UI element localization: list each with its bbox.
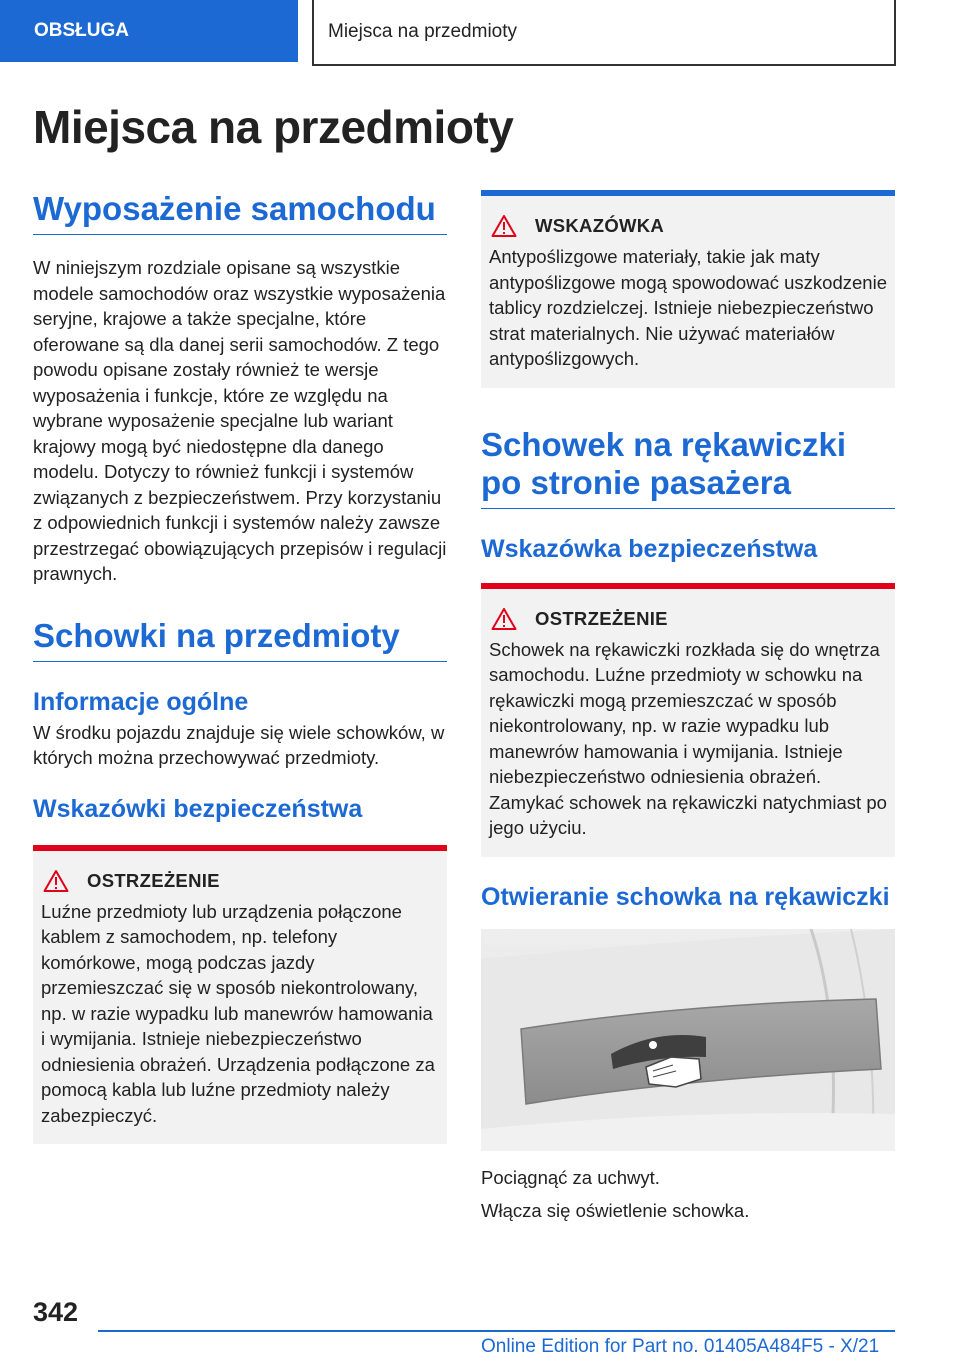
paragraph-equipment: W niniejszym rozdziale opisane są wszystkie modele samochodów oraz wszystkie wyposażenia seryjne, krajowe a także specjalne, które oferowane są dla danej serii samochodów. Z tego powodu opisane zostały również te wersje wyposażenia i funkcje, które ze względu na wybrane wyposażenie specjalne lub wariant krajowy mogą być niedostępne dla danego modelu. Dotyczy to również funkcji i systemów związanych z bezpieczeństwem. Przy korzystaniu z odpowiednich funkcji i systemów należy zawsze przestrzegać obowiązujących przepisów i regulacji prawnych. (33, 257, 447, 584)
warning-triangle-icon (491, 607, 517, 631)
glovebox-photo (481, 929, 895, 1151)
caption-light-on: Włącza się oświetlenie schowka. (481, 1200, 750, 1221)
warning-box-cables (33, 845, 447, 1145)
heading-general-info: Informacje ogólne (33, 687, 249, 716)
warning-box-glovebox (481, 583, 895, 857)
warning-header (41, 869, 439, 893)
warning-text: Luźne przedmioty lub urządzenia połączone kablem z samochodem, np. telefony komórkowe, mogą podczas jazdy przemieszczać się w sposób niekontrolowany, np. w razie wypadku lub manewrów hamowania i wymijania. Istnieje niebezpieczeństwo odniesienia obrażeń. Urządzenia podłączone za pomocą kabla lub luźne przedmioty należy zabezpieczyć. (41, 900, 435, 1126)
hint-label: WSKAZÓWKA (535, 215, 665, 236)
right-column (481, 190, 895, 1224)
hint-text: Antypoślizgowe materiały, takie jak maty antypoślizgowe mogą spowodować uszkodzenie tablicy rozdzielczej. Istnieje niebezpieczeństwo strat materialnych. Nie używać materiałów antypoślizgowych. (489, 246, 887, 369)
heading-compartments: Schowki na przedmioty (33, 617, 447, 662)
heading-safety-notes: Wskazówki bezpieczeństwa (33, 794, 363, 823)
page-header (0, 0, 960, 66)
hint-header (489, 214, 887, 238)
page-title: Miejsca na przedmioty (33, 101, 514, 153)
warning-header (489, 607, 887, 631)
warning-triangle-icon (491, 214, 517, 238)
heading-opening-glovebox: Otwieranie schowka na rękawiczki (481, 882, 890, 911)
footer-divider (98, 1330, 895, 1332)
heading-equipment: Wyposażenie samochodu (33, 190, 447, 235)
left-column (33, 190, 447, 1144)
paragraph-general-info: W środku pojazdu znajduje się wiele schowków, w których można przechowywać przedmioty. (33, 721, 445, 768)
section-tab[interactable]: OBSŁUGA (0, 0, 298, 62)
warning-label: OSTRZEŻENIE (87, 869, 220, 891)
heading-glovebox-safety: Wskazówka bezpieczeństwa (481, 534, 818, 563)
heading-glovebox: Schowek na rękawiczki po stronie pasażera (481, 426, 895, 509)
page-number: 342 (33, 1297, 79, 1327)
warning-triangle-icon (43, 869, 69, 893)
hint-box-antislip (481, 190, 895, 388)
warning-label: OSTRZEŻENIE (535, 607, 668, 629)
footer-edition: Online Edition for Part no. 01405A484F5 - X/21 (481, 1336, 880, 1357)
warning-text: Schowek na rękawiczki rozkłada się do wnętrza samochodu. Luźne przedmioty w schowku na rękawiczki mogą przemieszczać w sposób niekontrolowany, np. w razie wypadku lub manewrów hamowania i wymijania. Istnieje niebezpieczeństwo odniesienia obrażeń. Zamykać schowek na rękawiczki natychmiast po jego użyciu. (489, 638, 887, 838)
caption-pull-handle: Pociągnąć za uchwyt. (481, 1166, 660, 1188)
breadcrumb-title: Miejsca na przedmioty (312, 0, 896, 66)
